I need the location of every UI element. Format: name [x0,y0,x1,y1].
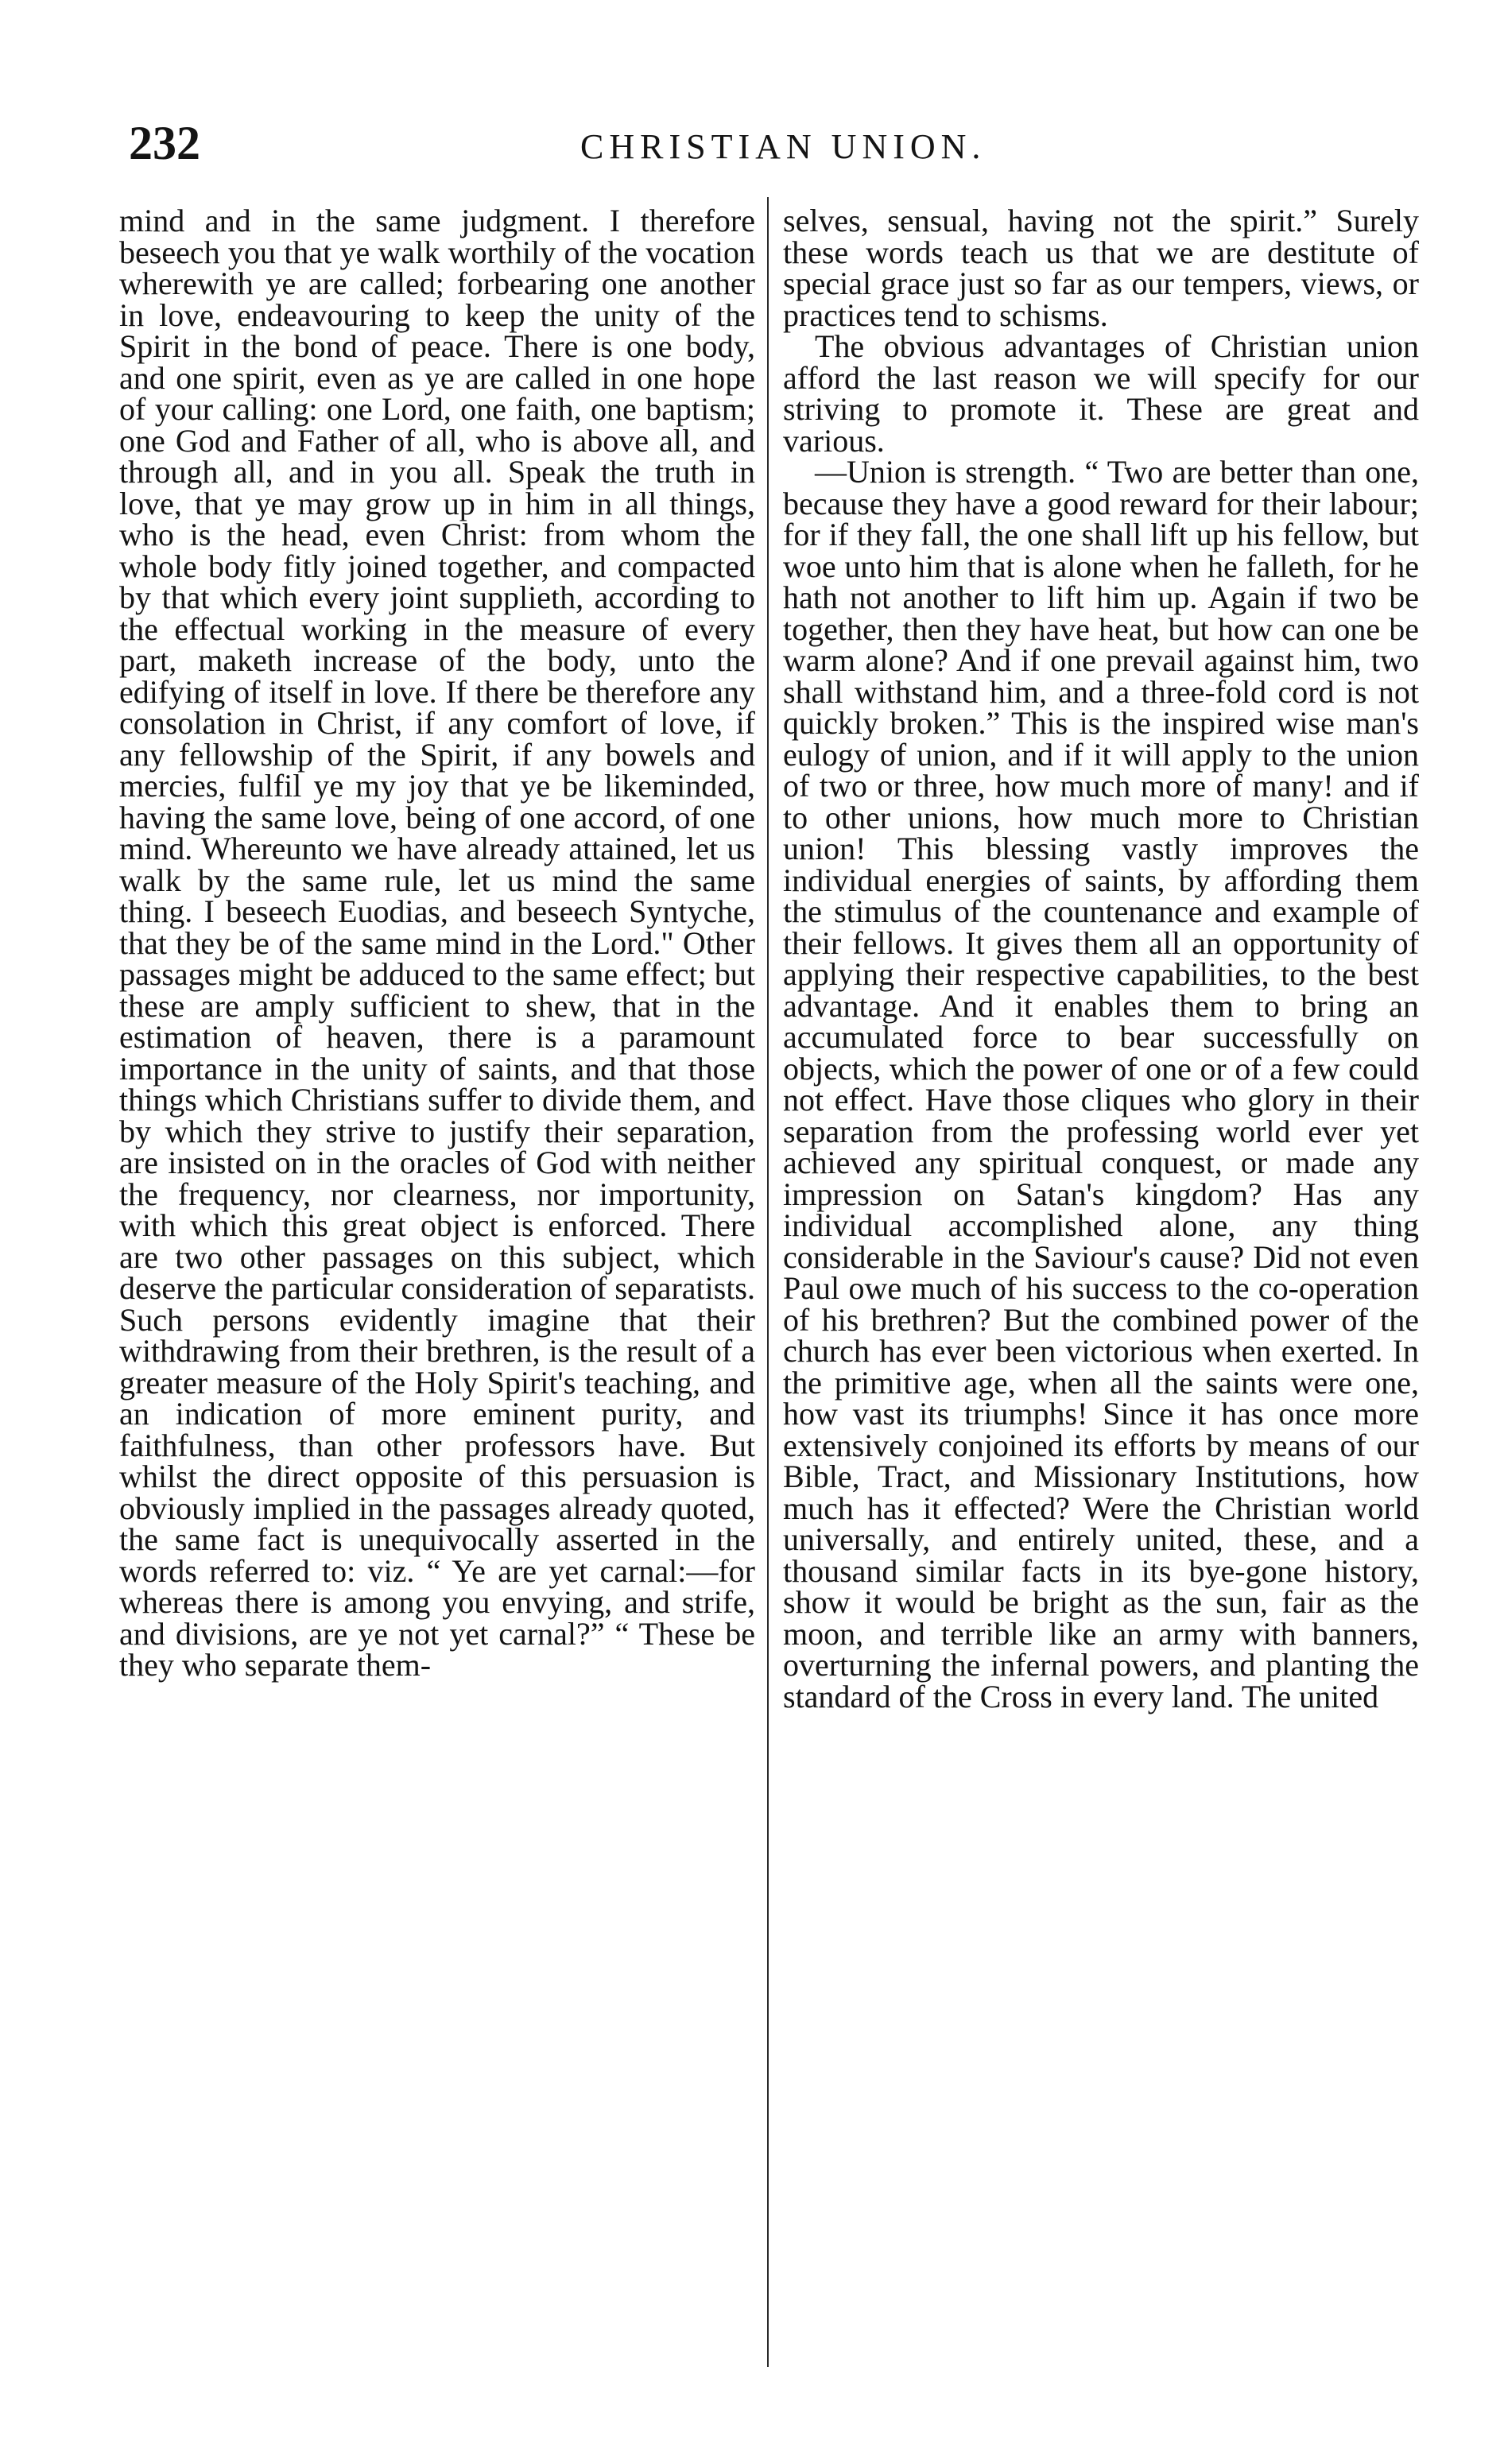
right-paragraph-3: —Union is strength. “ Two are better than one, because they have a good reward for their labour; for if they fall, the one shall lift up his fellow, but woe unto him that is alone when he falleth, for he hath not another to lift him up. Again if two be together, then they have heat, but how can one be warm alone? And if one prevail against him, two shall withstand him, and a three-fold cord is not quickly broken.” This is the inspired wise man's eulogy of union, and if it will apply to the union of two or three, how much more of many! and if to other unions, how much more to Christian union! This blessing vastly improves the individual energies of saints, by affording them the stimulus of the countenance and example of their fellows. It gives them all an opportunity of applying their respective capabilities, to the best advantage. And it enables them to bring an accumulated force to bear successfully on objects, which the power of one or of a few could not effect. Have those cliques who glory in their separation from the professing world ever yet achieved any spiritual conquest, or made any impression on Satan's kingdom? Has any individual accomplished alone, any thing considerable in the Saviour's cause? Did not even Paul owe much of his success to the co-operation of his brethren? But the combined power of the church has ever been victorious when exerted. In the primitive age, when all the saints were one, how vast its triumphs! Since it has once more extensively conjoined its efforts by means of our Bible, Tract, and Missionary Institutions, how much has it effected? Were the Christian world universally, and entirely united, these, and a thousand similar facts in its bye-gone history, show it would be bright as the sun, fair as the moon, and terrible like an army with banners, overturning the infernal powers, and planting the standard of the Cross in every land. The united [783,454,1419,1714]
page-number: 232 [129,117,200,169]
left-column [119,205,755,1681]
right-paragraph-1: selves, sensual, having not the spirit.” Surely these words teach us that we are destitute of special grace just so far as our tempers, views, or practices tend to schisms. [783,203,1419,333]
left-column-text: mind and in the same judgment. I therefore beseech you that ye walk worthily of the vocation wherewith ye are called; forbearing one another in love, endeavouring to keep the unity of the Spirit in the bond of peace. There is one body, and one spirit, even as ye are called in one hope of your calling: one Lord, one faith, one baptism; one God and Father of all, who is above all, and through all, and in you all. Speak the truth in love, that ye may grow up in him in all things, who is the head, even Christ: from whom the whole body fitly joined together, and compacted by that which every joint supplieth, according to the effectual working in the measure of every part, maketh increase of the body, unto the edifying of itself in love. If there be therefore any consolation in Christ, if any comfort of love, if any fellowship of the Spirit, if any bowels and mercies, fulfil ye my joy that ye be likeminded, having the same love, being of one accord, of one mind. Whereunto we have already attained, let us walk by the same rule, let us mind the same thing. I beseech Euodias, and beseech Syntyche, that they be of the same mind in the Lord." Other passages might be adduced to the same effect; but these are amply sufficient to shew, that in the estimation of heaven, there is a paramount importance in the unity of saints, and that those things which Christians suffer to divide them, and by which they strive to justify their separation, are insisted on in the oracles of God with neither the frequency, nor clearness, nor importunity, with which this great object is enforced. There are two other passages on this subject, which deserve the particular consideration of separatists. Such persons evidently imagine that their withdrawing from their brethren, is the result of a greater measure of the Holy Spirit's teaching, and an indication of more eminent purity, and faithfulness, than other professors have. But whilst the direct opposite of this persuasion is obviously implied in the passages already quoted, the same fact is unequivocally asserted in the words referred to: viz. “ Ye are yet carnal:—for whereas there is among you envying, and strife, and divisions, are ye not yet carnal?” “ These be they who separate them- [119,203,755,1683]
running-head [119,111,1415,175]
right-paragraph-2: The obvious advantages of Christian union afford the last reason we will specify for our striving to promote it. These are great and various. [783,328,1419,459]
running-title: CHRISTIAN UNION. [580,127,987,166]
right-column [783,205,1419,1712]
column-divider [767,197,769,2367]
